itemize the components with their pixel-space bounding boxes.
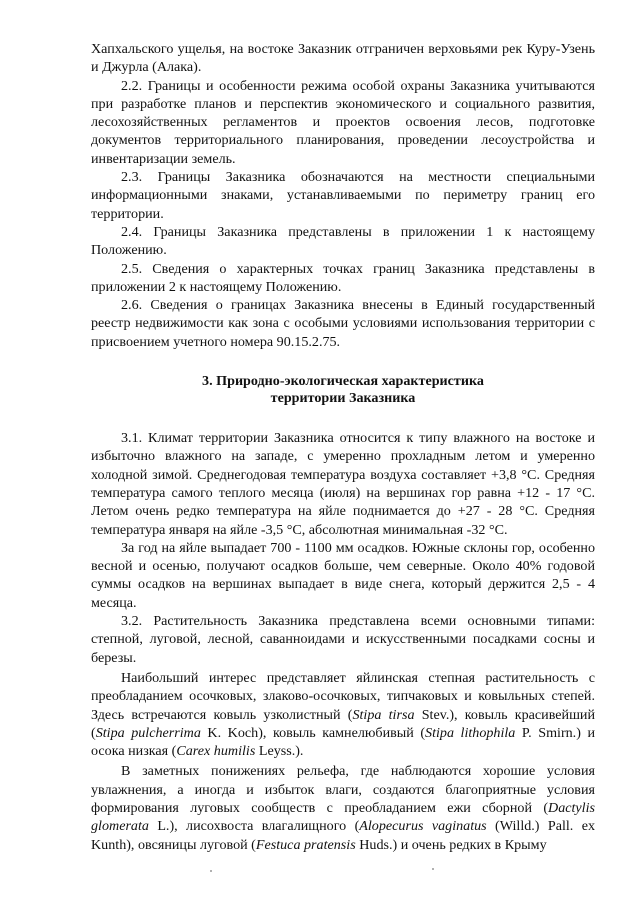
species-name: Carex humilis [176, 743, 256, 760]
text-run: L.), лисохвоста влагалищного ( [148, 818, 360, 835]
paragraph-meadow [91, 762, 595, 853]
species-name: Dactylis glomerata [91, 799, 595, 835]
paragraph-2-4: 2.4. Границы Заказника представлены в приложении 1 к настоящему Положению. [91, 223, 595, 259]
species-name: Festuca pratensis [255, 836, 356, 853]
paragraph-2-3: 2.3. Границы Заказника обозначаются на местности специальными информационными знаками, устанавливаемыми по периметру границ его территории. [91, 169, 595, 222]
text-run: Stev.), ковыль красивейший ( [91, 706, 596, 741]
text-run: K. Koch), ковыль камнелюбивый ( [200, 724, 426, 741]
paragraph-3-1-climate: 3.1. Климат территории Заказника относится к типу влажного на востоке и избыточно влажного на западе, с умеренно прохладным летом и умеренно холодной зимой. Среднегодовая температура воздуха составляет +3,8 °С. Средняя температура самого теплого месяца (июля) на вершинах гор равна +12 - 17 °С. Летом очень редко температура на яйле поднимается до +27 - 28 °С. Средняя температура января на яйле -3,5 °С, абсолютная минимальная -32 °С. [91, 430, 595, 538]
document-page [91, 40, 595, 854]
section-3-heading-line1: 3. Природно-экологическая характеристика [202, 373, 484, 390]
text-run: Leyss.). [255, 743, 304, 760]
species-name: Stipa tirsa [352, 706, 415, 723]
paragraph-precipitation: За год на яйле выпадает 700 - 1100 мм осадков. Южные склоны гор, особенно весной и осенью, получают осадков больше, чем северные. Около 40% годовой суммы осадков на вершинах выпадает в виде снега, который держится 2,5 - 4 месяца. [91, 539, 595, 611]
species-name: Stipa lithophila [425, 724, 516, 741]
paragraph-boundary-east: Хапхальского ущелья, на востоке Заказник отграничен верховьями рек Куру-Узень и Джурла (Алака). [91, 41, 595, 76]
scan-speck [432, 868, 434, 870]
text-run: Huds.) и очень редких в Крыму [355, 836, 547, 853]
text-run: В заметных понижениях рельефа, где наблюдаются хорошие условия увлажнения, а иногда и избыток влаги, создаются благоприятные условия формирования луговых сообществ с преобладанием ежи сборной ( [91, 763, 595, 816]
scan-speck [210, 870, 212, 872]
species-name: Stipa pulcherrima [95, 724, 201, 741]
paragraph-2-6: 2.6. Сведения о границах Заказника внесены в Единый государственный реестр недвижимости как зона с особыми условиями использования территории с присвоением учетного номера 90.15.2.75. [91, 297, 595, 350]
paragraph-3-2-vegetation: 3.2. Растительность Заказника представлена всеми основными типами: степной, луговой, лесной, саванноидами и искусственными посадками сосны и березы. [91, 613, 595, 666]
text-run: P. Smirn.) и осока низкая ( [91, 724, 595, 760]
paragraph-2-2: 2.2. Границы и особенности режима особой охраны Заказника учитываются при разработке планов и перспектив экономического и социального развития, лесохозяйственных регламентов и проектов освоения лесов, подготовке документов территориального планирования, проведении лесоустройства и инвентаризации земель. [91, 77, 595, 167]
text-run: Наибольший интерес представляет яйлинская степная растительность с преобладанием осочковых, злаково-осочковых, типчаковых и ковыльных степей. Здесь встречаются ковыль узколистный ( [91, 669, 595, 723]
paragraph-2-5: 2.5. Сведения о характерных точках границ Заказника представлены в приложении 2 к настоящему Положению. [91, 260, 595, 295]
species-name: Alopecurus vaginatus [359, 818, 487, 835]
paragraph-steppe [91, 669, 595, 760]
section-3-heading [91, 373, 595, 407]
text-run: (Willd.) Pall. ex Kunth), овсяницы луговой ( [91, 818, 596, 853]
section-3-heading-line2: территории Заказника [270, 390, 416, 407]
